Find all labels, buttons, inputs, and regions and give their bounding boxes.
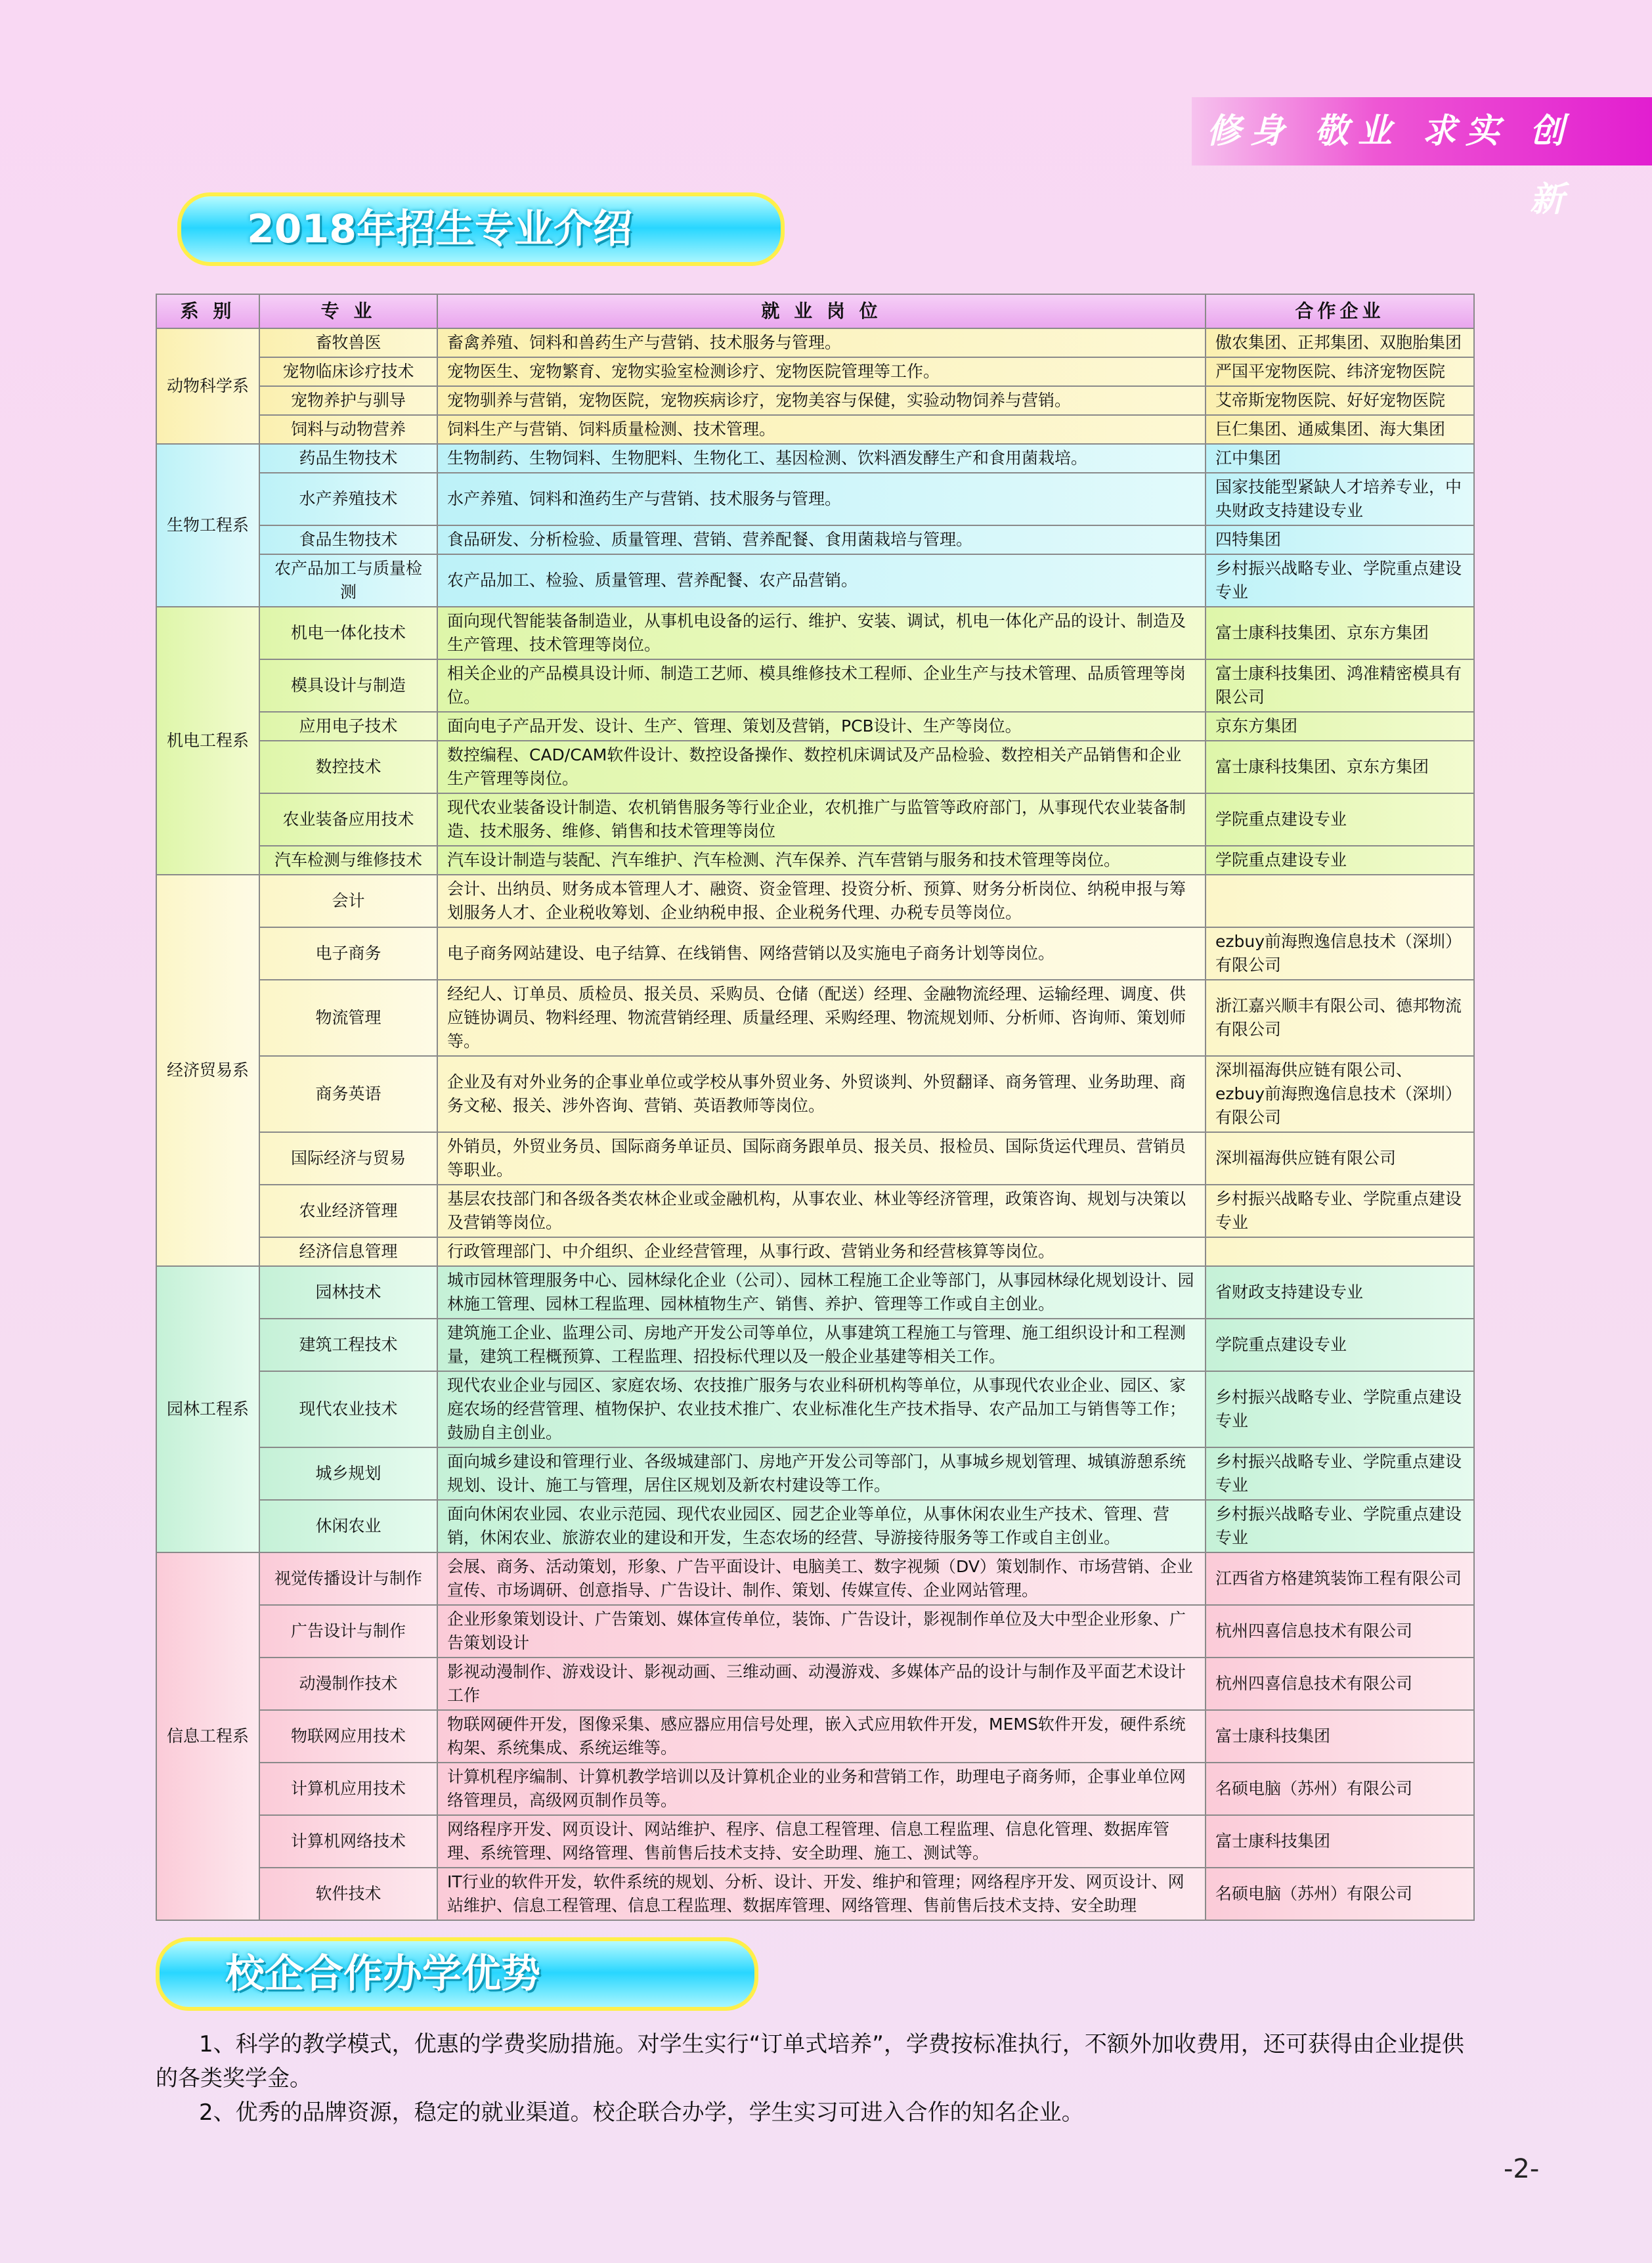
table-row: [156, 875, 1474, 927]
major-cell: 宠物临床诊疗技术: [259, 357, 437, 386]
table-row: [156, 607, 1474, 659]
partner-cell: 富士康科技集团、京东方集团: [1206, 741, 1474, 793]
partner-cell: 名硕电脑（苏州）有限公司: [1206, 1763, 1474, 1815]
table-row: [156, 927, 1474, 980]
major-cell: 机电一体化技术: [259, 607, 437, 659]
table-row: [156, 980, 1474, 1056]
partner-cell: 深圳福海供应链有限公司、 ezbuy前海煦逸信息技术（深圳）有限公司: [1206, 1056, 1474, 1132]
table-row: [156, 525, 1474, 554]
jobs-cell: 建筑施工企业、监理公司、房地产开发公司等单位，从事建筑工程施工与管理、施工组织设计和工程测量，建筑工程概预算、工程监理、招投标代理以及一般企业基建等相关工作。: [437, 1319, 1206, 1371]
major-cell: 广告设计与制作: [259, 1605, 437, 1658]
partner-cell: 杭州四喜信息技术有限公司: [1206, 1658, 1474, 1710]
table-body: [156, 328, 1474, 1920]
partner-cell: 深圳福海供应链有限公司: [1206, 1132, 1474, 1185]
dept-cell: 动物科学系: [156, 328, 259, 444]
major-cell: 汽车检测与维修技术: [259, 846, 437, 875]
partner-cell: 学院重点建设专业: [1206, 1319, 1474, 1371]
jobs-cell: IT行业的软件开发，软件系统的规划、分析、设计、开发、维护和管理；网络程序开发、网页设计、网站维护、信息工程管理、信息工程监理、数据库管理、网络管理、售前售后技术支持、安全助理: [437, 1868, 1206, 1920]
majors-table-container: [156, 294, 1473, 1921]
major-cell: 农产品加工与质量检测: [259, 554, 437, 607]
partner-cell: 名硕电脑（苏州）有限公司: [1206, 1868, 1474, 1920]
major-cell: 应用电子技术: [259, 712, 437, 741]
majors-table: [156, 294, 1475, 1921]
table-row: [156, 712, 1474, 741]
partner-cell: 巨仁集团、通威集团、海大集团: [1206, 415, 1474, 444]
table-row: [156, 444, 1474, 473]
jobs-cell: 城市园林管理服务中心、园林绿化企业（公司）、园林工程施工企业等部门，从事园林绿化规划设计、园林施工管理、园林工程监理、园林植物生产、销售、养护、管理等工作或自主创业。: [437, 1266, 1206, 1319]
partner-cell: 学院重点建设专业: [1206, 846, 1474, 875]
table-row: [156, 741, 1474, 793]
major-cell: 农业经济管理: [259, 1185, 437, 1237]
jobs-cell: 网络程序开发、网页设计、网站维护、程序、信息工程管理、信息工程监理、信息化管理、数据库管理、系统管理、网络管理、售前售后技术支持、安全助理、施工、测试等。: [437, 1815, 1206, 1868]
partner-cell: 四特集团: [1206, 525, 1474, 554]
dept-cell: 经济贸易系: [156, 875, 259, 1266]
major-cell: 动漫制作技术: [259, 1658, 437, 1710]
table-row: [156, 1319, 1474, 1371]
partner-cell: 富士康科技集团、京东方集团: [1206, 607, 1474, 659]
partner-cell: 傲农集团、正邦集团、双胞胎集团: [1206, 328, 1474, 357]
table-row: [156, 554, 1474, 607]
jobs-cell: 宠物医生、宠物繁育、宠物实验室检测诊疗、宠物医院管理等工作。: [437, 357, 1206, 386]
jobs-cell: 基层农技部门和各级各类农林企业或金融机构，从事农业、林业等经济管理，政策咨询、规划与决策以及营销等岗位。: [437, 1185, 1206, 1237]
major-cell: 会计: [259, 875, 437, 927]
dept-cell: 生物工程系: [156, 444, 259, 607]
jobs-cell: 畜禽养殖、饲料和兽药生产与营销、技术服务与管理。: [437, 328, 1206, 357]
jobs-cell: 经纪人、订单员、质检员、报关员、采购员、仓储（配送）经理、金融物流经理、运输经理、调度、供应链协调员、物料经理、物流营销经理、质量经理、采购经理、物流规划师、分析师、咨询师、策划师等。: [437, 980, 1206, 1056]
partner-cell: 江中集团: [1206, 444, 1474, 473]
jobs-cell: 相关企业的产品模具设计师、制造工艺师、模具维修技术工程师、企业生产与技术管理、品质管理等岗位。: [437, 659, 1206, 712]
major-cell: 国际经济与贸易: [259, 1132, 437, 1185]
major-cell: 现代农业技术: [259, 1371, 437, 1447]
jobs-cell: 宠物驯养与营销，宠物医院，宠物疾病诊疗，宠物美容与保健，实验动物饲养与营销。: [437, 386, 1206, 415]
table-row: [156, 415, 1474, 444]
major-cell: 休闲农业: [259, 1500, 437, 1552]
partner-cell: 富士康科技集团: [1206, 1815, 1474, 1868]
major-cell: 药品生物技术: [259, 444, 437, 473]
page-number: -2-: [1504, 2154, 1540, 2184]
jobs-cell: 电子商务网站建设、电子结算、在线销售、网络营销以及实施电子商务计划等岗位。: [437, 927, 1206, 980]
jobs-cell: 生物制药、生物饲料、生物肥料、生物化工、基因检测、饮料酒发酵生产和食用菌栽培。: [437, 444, 1206, 473]
jobs-cell: 企业及有对外业务的企事业单位或学校从事外贸业务、外贸谈判、外贸翻译、商务管理、业务助理、商务文秘、报关、涉外咨询、营销、英语教师等岗位。: [437, 1056, 1206, 1132]
jobs-cell: 面向现代智能装备制造业，从事机电设备的运行、维护、安装、调试，机电一体化产品的设计、制造及生产管理、技术管理等岗位。: [437, 607, 1206, 659]
table-row: [156, 1447, 1474, 1500]
table-row: [156, 1710, 1474, 1763]
major-cell: 数控技术: [259, 741, 437, 793]
major-cell: 计算机应用技术: [259, 1763, 437, 1815]
major-cell: 电子商务: [259, 927, 437, 980]
partner-cell: 京东方集团: [1206, 712, 1474, 741]
major-cell: 物流管理: [259, 980, 437, 1056]
major-cell: 农业装备应用技术: [259, 793, 437, 846]
table-row: [156, 1658, 1474, 1710]
table-row: [156, 386, 1474, 415]
dept-cell: 园林工程系: [156, 1266, 259, 1552]
major-cell: 物联网应用技术: [259, 1710, 437, 1763]
dept-cell: 信息工程系: [156, 1552, 259, 1920]
major-cell: 园林技术: [259, 1266, 437, 1319]
jobs-cell: 会计、出纳员、财务成本管理人才、融资、资金管理、投资分析、预算、财务分析岗位、纳税申报与筹划服务人才、企业税收筹划、企业纳税申报、企业税务代理、办税专员等岗位。: [437, 875, 1206, 927]
table-row: [156, 1605, 1474, 1658]
jobs-cell: 面向休闲农业园、农业示范园、现代农业园区、园艺企业等单位，从事休闲农业生产技术、管理、营销，休闲农业、旅游农业的建设和开发，生态农场的经营、导游接待服务等工作或自主创业。: [437, 1500, 1206, 1552]
partner-cell: 学院重点建设专业: [1206, 793, 1474, 846]
partner-cell: 江西省方格建筑装饰工程有限公司: [1206, 1552, 1474, 1605]
table-row: [156, 846, 1474, 875]
table-row: [156, 1185, 1474, 1237]
partner-cell: 艾帝斯宠物医院、好好宠物医院: [1206, 386, 1474, 415]
partner-cell: 乡村振兴战略专业、学院重点建设专业: [1206, 1185, 1474, 1237]
jobs-cell: 汽车设计制造与装配、汽车维护、汽车检测、汽车保养、汽车营销与服务和技术管理等岗位。: [437, 846, 1206, 875]
jobs-cell: 现代农业装备设计制造、农机销售服务等行业企业，农机推广与监管等政府部门，从事现代农业装备制造、技术服务、维修、销售和技术管理等岗位: [437, 793, 1206, 846]
major-cell: 城乡规划: [259, 1447, 437, 1500]
table-row: [156, 1132, 1474, 1185]
partner-cell: 富士康科技集团: [1206, 1710, 1474, 1763]
table-row: [156, 1763, 1474, 1815]
partner-cell: 浙江嘉兴顺丰有限公司、德邦物流有限公司: [1206, 980, 1474, 1056]
table-row: [156, 1500, 1474, 1552]
table-row: [156, 659, 1474, 712]
jobs-cell: 影视动漫制作、游戏设计、影视动画、三维动画、动漫游戏、多媒体产品的设计与制作及平面艺术设计工作: [437, 1658, 1206, 1710]
major-cell: 计算机网络技术: [259, 1815, 437, 1868]
jobs-cell: 饲料生产与营销、饲料质量检测、技术管理。: [437, 415, 1206, 444]
partner-cell: [1206, 875, 1474, 927]
partner-cell: 乡村振兴战略专业、学院重点建设专业: [1206, 1500, 1474, 1552]
partner-cell: 乡村振兴战略专业、学院重点建设专业: [1206, 1447, 1474, 1500]
partner-cell: 乡村振兴战略专业、学院重点建设专业: [1206, 554, 1474, 607]
table-row: [156, 1056, 1474, 1132]
partner-cell: 乡村振兴战略专业、学院重点建设专业: [1206, 1371, 1474, 1447]
partner-cell: 杭州四喜信息技术有限公司: [1206, 1605, 1474, 1658]
table-row: [156, 1371, 1474, 1447]
table-row: [156, 328, 1474, 357]
table-row: [156, 793, 1474, 846]
major-cell: 经济信息管理: [259, 1237, 437, 1266]
jobs-cell: 外销员，外贸业务员、国际商务单证员、国际商务跟单员、报关员、报检员、国际货运代理员、营销员等职业。: [437, 1132, 1206, 1185]
section-title-majors: 2018年招生专业介绍: [177, 192, 785, 266]
major-cell: 宠物养护与驯导: [259, 386, 437, 415]
advantage-paragraph-2: 2、优秀的品牌资源，稳定的就业渠道。校企联合办学，学生实习可进入合作的知名企业。: [199, 2099, 1084, 2126]
table-row: [156, 1266, 1474, 1319]
header-major: 专 业: [259, 294, 437, 328]
table-row: [156, 1552, 1474, 1605]
jobs-cell: 物联网硬件开发，图像采集、感应器应用信号处理，嵌入式应用软件开发，MEMS软件开发，硬件系统构架、系统集成、系统运维等。: [437, 1710, 1206, 1763]
header-jobs: 就 业 岗 位: [437, 294, 1206, 328]
table-row: [156, 357, 1474, 386]
major-cell: 软件技术: [259, 1868, 437, 1920]
advantage-paragraph-1: 1、科学的教学模式，优惠的学费奖励措施。对学生实行“订单式培养”，学费按标准执行，不额外加收费用，还可获得由企业提供的各类奖学金。: [156, 2031, 1464, 2092]
jobs-cell: 水产养殖、饲料和渔药生产与营销、技术服务与管理。: [437, 473, 1206, 525]
partner-cell: 省财政支持建设专业: [1206, 1266, 1474, 1319]
jobs-cell: 面向电子产品开发、设计、生产、管理、策划及营销，PCB设计、生产等岗位。: [437, 712, 1206, 741]
jobs-cell: 数控编程、CAD/CAM软件设计、数控设备操作、数控机床调试及产品检验、数控相关产品销售和企业生产管理等岗位。: [437, 741, 1206, 793]
jobs-cell: 会展、商务、活动策划，形象、广告平面设计、电脑美工、数字视频（DV）策划制作、市场营销、企业宣传、市场调研、创意指导、广告设计、制作、策划、传媒宣传、企业网站管理。: [437, 1552, 1206, 1605]
header-partners: 合作企业: [1206, 294, 1474, 328]
table-row: [156, 473, 1474, 525]
partner-cell: [1206, 1237, 1474, 1266]
major-cell: 视觉传播设计与制作: [259, 1552, 437, 1605]
dept-cell: 机电工程系: [156, 607, 259, 875]
jobs-cell: 现代农业企业与园区、家庭农场、农技推广服务与农业科研机构等单位，从事现代农业企业、园区、家庭农场的经营管理、植物保护、农业技术推广、农业标准化生产技术指导、农产品加工与销售等工作；鼓励自主创业。: [437, 1371, 1206, 1447]
partner-cell: 严国平宠物医院、纬济宠物医院: [1206, 357, 1474, 386]
jobs-cell: 计算机程序编制、计算机教学培训以及计算机企业的业务和营销工作，助理电子商务师，企事业单位网络管理员，高级网页制作员等。: [437, 1763, 1206, 1815]
jobs-cell: 面向城乡建设和管理行业、各级城建部门、房地产开发公司等部门，从事城乡规划管理、城镇游憩系统规划、设计、施工与管理，居住区规划及新农村建设等工作。: [437, 1447, 1206, 1500]
jobs-cell: 食品研发、分析检验、质量管理、营销、营养配餐、食用菌栽培与管理。: [437, 525, 1206, 554]
table-header-row: [156, 294, 1474, 328]
section-title-advantages: 校企合作办学优势: [156, 1937, 758, 2011]
table-row: [156, 1815, 1474, 1868]
major-cell: 建筑工程技术: [259, 1319, 437, 1371]
advantages-text: [156, 2027, 1473, 2130]
jobs-cell: 行政管理部门、中介组织、企业经营管理，从事行政、营销业务和经营核算等岗位。: [437, 1237, 1206, 1266]
major-cell: 饲料与动物营养: [259, 415, 437, 444]
partner-cell: 富士康科技集团、鸿准精密模具有限公司: [1206, 659, 1474, 712]
major-cell: 模具设计与制造: [259, 659, 437, 712]
major-cell: 水产养殖技术: [259, 473, 437, 525]
table-row: [156, 1237, 1474, 1266]
jobs-cell: 企业形象策划设计、广告策划、媒体宣传单位，装饰、广告设计，影视制作单位及大中型企业形象、广告策划设计: [437, 1605, 1206, 1658]
partner-cell: ezbuy前海煦逸信息技术（深圳）有限公司: [1206, 927, 1474, 980]
jobs-cell: 农产品加工、检验、质量管理、营养配餐、农产品营销。: [437, 554, 1206, 607]
header-dept: 系 别: [156, 294, 259, 328]
major-cell: 商务英语: [259, 1056, 437, 1132]
major-cell: 食品生物技术: [259, 525, 437, 554]
table-row: [156, 1868, 1474, 1920]
motto-banner: 修身 敬业 求实 创新: [1192, 97, 1652, 165]
partner-cell: 国家技能型紧缺人才培养专业，中央财政支持建设专业: [1206, 473, 1474, 525]
major-cell: 畜牧兽医: [259, 328, 437, 357]
